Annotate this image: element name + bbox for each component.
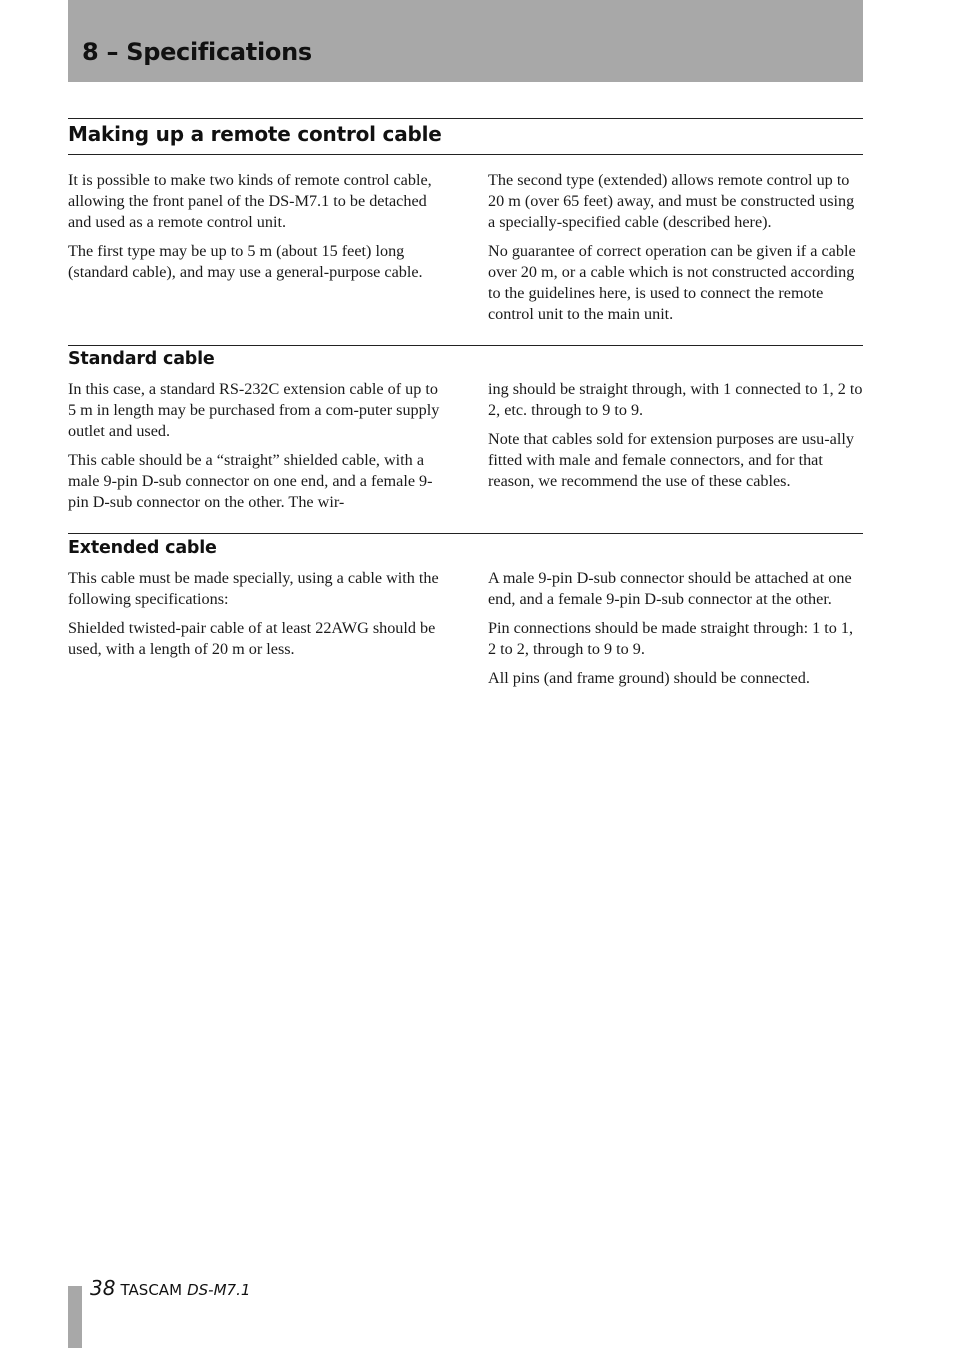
standard-left-column [68, 379, 443, 521]
intro-left-column [68, 170, 443, 291]
paragraph: All pins (and frame ground) should be connected. [488, 669, 810, 687]
intro-right-column [488, 170, 863, 333]
paragraph: This cable should be a “straight” shielded cable, with a male 9-pin D-sub connector on one end, and a female 9-pin D-sub connector on the other. The wir- [68, 451, 433, 511]
paragraph: Note that cables sold for extension purposes are usu-ally fitted with male and female connectors, and for that reason, we recommend the use of these cables. [488, 430, 854, 490]
paragraph: The second type (extended) allows remote control up to 20 m (over 65 feet) away, and must be constructed using a specially-specified cable (described here). [488, 171, 855, 231]
divider [68, 533, 863, 534]
page-number: 38 [90, 1276, 116, 1300]
extended-cable-heading: Extended cable [68, 538, 217, 558]
paragraph: ing should be straight through, with 1 connected to 1, 2 to 2, etc. through to 9 to 9. [488, 380, 863, 419]
paragraph: In this case, a standard RS-232C extension cable of up to 5 m in length may be purchased from a com-puter supply outlet and used. [68, 380, 440, 440]
divider [68, 345, 863, 346]
paragraph: Shielded twisted-pair cable of at least 22AWG should be used, with a length of 20 m or less. [68, 619, 436, 658]
paragraph: This cable must be made specially, using a cable with the following specifications: [68, 569, 439, 608]
paragraph: A male 9-pin D-sub connector should be attached at one end, and a female 9-pin D-sub connector at the other. [488, 569, 852, 608]
paragraph: The first type may be up to 5 m (about 15 feet) long (standard cable), and may use a general-purpose cable. [68, 242, 423, 281]
standard-cable-heading: Standard cable [68, 349, 215, 369]
chapter-title: 8 – Specifications [82, 38, 312, 66]
footer-tab [68, 1286, 82, 1348]
page-footer [90, 1276, 250, 1300]
section-title: Making up a remote control cable [68, 122, 442, 146]
paragraph: It is possible to make two kinds of remote control cable, allowing the front panel of the DS-M7.1 to be detached and used as a remote control unit. [68, 171, 432, 231]
paragraph: No guarantee of correct operation can be given if a cable over 20 m, or a cable which is not constructed according to the guidelines here, is used to connect the remote control unit to the main unit. [488, 242, 856, 323]
divider [68, 118, 863, 119]
divider [68, 154, 863, 155]
extended-left-column [68, 568, 443, 668]
paragraph: Pin connections should be made straight through: 1 to 1, 2 to 2, through to 9 to 9. [488, 619, 854, 658]
brand-name: TASCAM [120, 1281, 183, 1299]
model-name: DS-M7.1 [187, 1281, 251, 1299]
standard-right-column [488, 379, 863, 500]
extended-right-column [488, 568, 863, 697]
chapter-header [68, 0, 863, 82]
